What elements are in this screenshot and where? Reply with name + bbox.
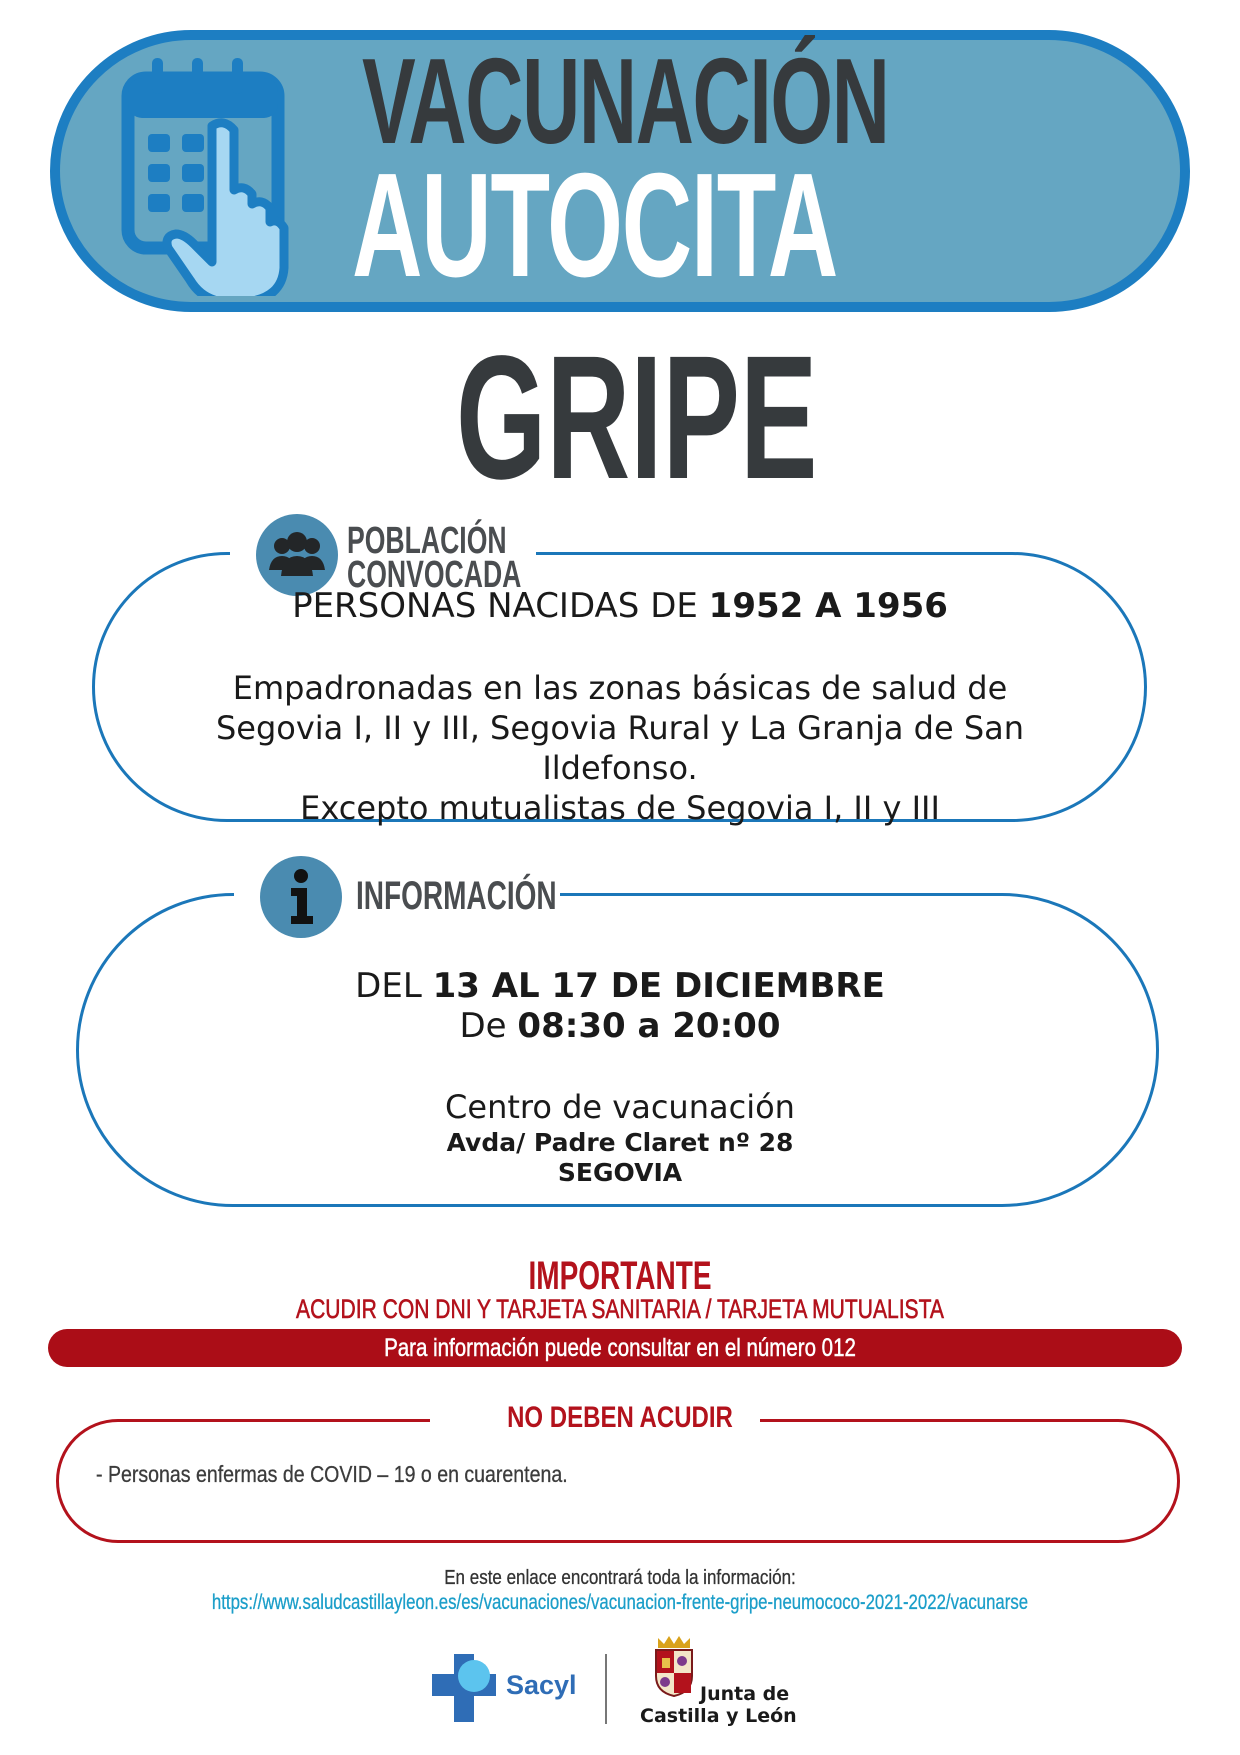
- calendar-touch-icon: [120, 46, 300, 296]
- info-phone-text: Para información puede consultar en el número 012: [384, 1334, 856, 1362]
- center-label: Centro de vacunación: [445, 1088, 795, 1126]
- description-line: Segovia I, II y III, Segovia Rural y La Granja de San: [215, 709, 1025, 747]
- info-link[interactable]: https://www.saludcastillayleon.es/es/vacunaciones/vacunacion-frente-gripe-neumococo-2021-2022/vacunarse: [211, 1591, 1029, 1614]
- description-line: Excepto mutualistas de Segovia I, II y III: [300, 789, 940, 827]
- important-subtitle: ACUDIR CON DNI Y TARJETA SANITARIA / TARJETA MUTUALISTA: [296, 1294, 944, 1324]
- sacyl-logo-icon: [428, 1650, 504, 1726]
- sacyl-label: Sacyl: [506, 1670, 577, 1700]
- important-title: IMPORTANTE: [528, 1254, 712, 1298]
- coat-of-arms-icon: [650, 1634, 698, 1698]
- informacion-label: INFORMACIÓN: [356, 874, 557, 918]
- junta-label-1: Junta de: [700, 1683, 790, 1705]
- description-line: Ildefonso.: [542, 749, 698, 787]
- info-icon: [260, 856, 342, 938]
- poblacion-label: POBLACIÓN: [347, 520, 507, 562]
- description-line: Empadronadas en las zonas básicas de salud de: [232, 669, 1008, 707]
- subject-title: GRIPE: [456, 320, 818, 516]
- people-group-icon: [256, 514, 338, 596]
- hours: De 08:30 a 20:00: [459, 1006, 781, 1046]
- convocada-label: CONVOCADA: [347, 554, 522, 596]
- title-autocita: AUTOCITA: [352, 143, 838, 308]
- birth-range: PERSONAS NACIDAS DE 1952 A 1956: [292, 586, 948, 626]
- city: SEGOVIA: [557, 1158, 683, 1187]
- title-vacunacion: VACUNACIÓN: [362, 33, 889, 169]
- no-deben-title: NO DEBEN ACUDIR: [507, 1401, 733, 1434]
- junta-label-2: Castilla y León: [640, 1705, 797, 1727]
- link-intro: En este enlace encontrará toda la información:: [444, 1567, 796, 1589]
- address: Avda/ Padre Claret nº 28: [446, 1128, 794, 1157]
- list-item: - Personas enfermas de COVID – 19 o en cuarentena.: [96, 1461, 568, 1487]
- date-range: DEL 13 AL 17 DE DICIEMBRE: [355, 966, 885, 1006]
